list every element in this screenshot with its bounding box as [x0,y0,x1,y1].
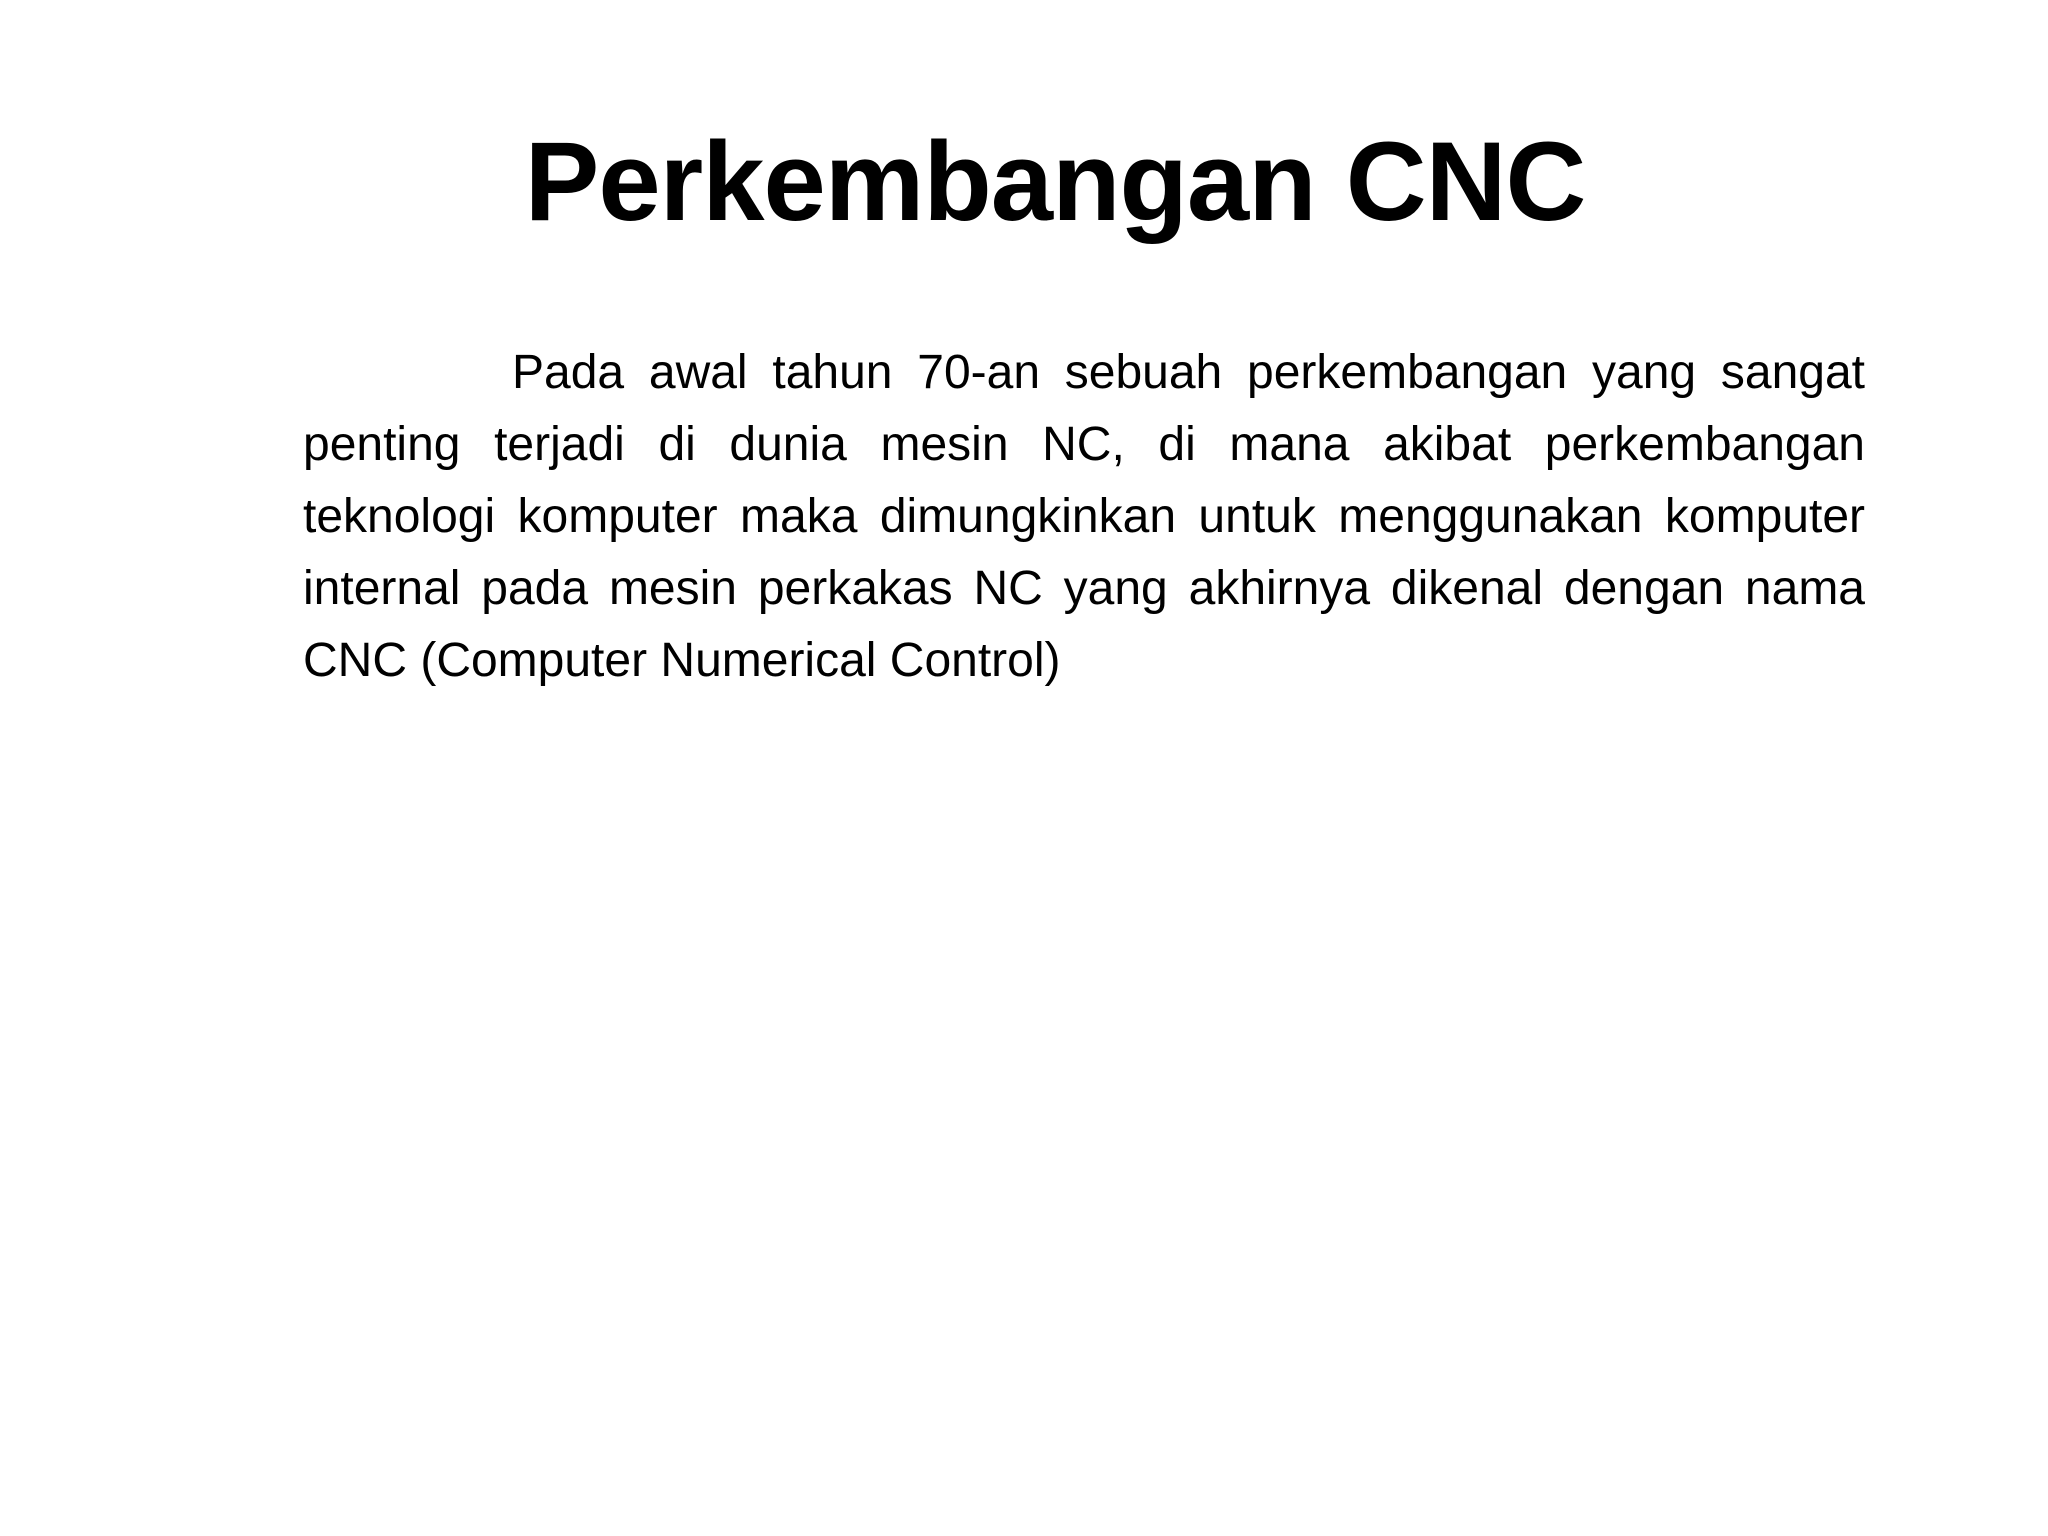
slide-title: Perkembangan CNC [524,119,1586,244]
slide-body-paragraph: Pada awal tahun 70-an sebuah perkembangan yang sangat penting terjadi di dunia mesin NC, di mana akibat perkembangan teknologi komputer maka dimungkinkan untuk menggunakan komputer internal pada mesin perkakas NC yang akhirnya dikenal dengan nama CNC (Computer Numerical Control) [303,346,1865,687]
